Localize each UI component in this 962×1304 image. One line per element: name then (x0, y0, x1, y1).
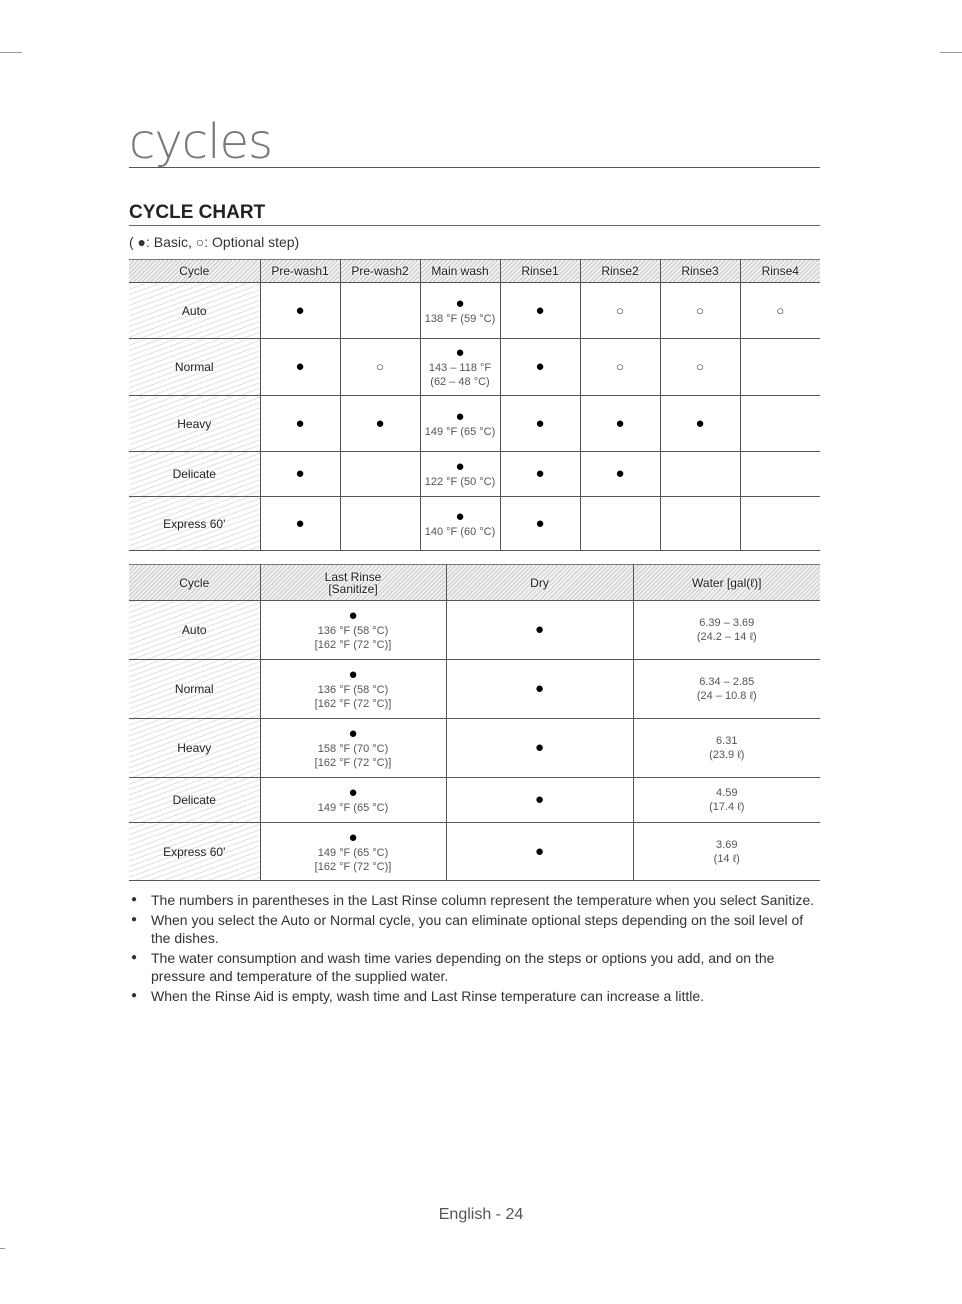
symbol-legend: ( ●: Basic, ○: Optional step) (129, 234, 300, 250)
rinse2-cell (580, 452, 660, 497)
header-rinse1: Rinse1 (500, 260, 580, 283)
rinse4-cell (740, 452, 820, 497)
prewash1-cell (260, 339, 340, 396)
temperature-text: 122 °F (50 °C) (424, 476, 496, 488)
step-mark: ○ (696, 359, 704, 374)
header-rinse2: Rinse2 (580, 260, 660, 283)
step-mark: ● (534, 680, 545, 697)
cycle-name: Delicate (129, 452, 260, 497)
prewash2-cell (340, 339, 420, 396)
cycle-rinse-water-table (129, 564, 820, 881)
step-mark: ● (534, 791, 545, 808)
table-row (129, 452, 820, 497)
water-amount-text: 6.39 – 3.69 (699, 617, 755, 629)
table-row (129, 660, 820, 719)
note-text: The numbers in parentheses in the Last Rinse column represent the temperature when you select Sanitize. (151, 892, 815, 908)
crop-mark (940, 52, 962, 53)
rinse2-cell (580, 396, 660, 452)
water-amount-text: (23.9 ℓ) (709, 749, 745, 761)
table-header-row (129, 565, 820, 601)
rinse2-cell (580, 339, 660, 396)
temperature-text: 136 °F (58 °C) (317, 684, 389, 696)
table-row (129, 823, 820, 881)
last-rinse-cell (260, 778, 446, 823)
main-wash-cell (420, 497, 500, 551)
note-item (129, 911, 819, 947)
dry-cell (446, 823, 633, 881)
table-row (129, 778, 820, 823)
header-sanitize-label: [Sanitize] (328, 581, 378, 596)
header-main-wash: Main wash (420, 260, 500, 283)
main-wash-cell (420, 339, 500, 396)
prewash1-cell (260, 452, 340, 497)
step-mark: ● (534, 842, 545, 860)
step-mark: ○ (616, 302, 624, 318)
step-mark: ● (535, 301, 545, 319)
step-mark: ● (348, 784, 358, 801)
header-last-rinse (260, 565, 446, 601)
temperature-text: [162 °F (72 °C)] (314, 860, 392, 873)
note-item (129, 949, 819, 985)
dry-cell (446, 778, 633, 823)
rinse3-cell (660, 283, 740, 339)
step-mark: ● (348, 666, 358, 683)
temperature-text: [162 °F (72 °C)] (314, 639, 392, 651)
table-row (129, 497, 820, 551)
header-rinse3: Rinse3 (660, 260, 740, 283)
step-mark: ● (615, 414, 625, 432)
rinse1-cell (500, 497, 580, 551)
rinse1-cell (500, 283, 580, 339)
rinse1-cell (500, 452, 580, 497)
cycle-steps-table (129, 259, 820, 551)
water-cell (633, 601, 820, 660)
prewash1-cell (260, 396, 340, 452)
cycle-name: Heavy (129, 719, 260, 778)
header-cycle: Cycle (129, 260, 260, 283)
bullet-icon: ● (130, 952, 138, 963)
header-water: Water [gal(ℓ)] (633, 565, 820, 601)
prewash2-cell (340, 396, 420, 452)
note-text: When the Rinse Aid is empty, wash time and Last Rinse temperature can increase a little. (151, 988, 705, 1004)
cycle-name: Auto (129, 601, 260, 660)
water-amount-text: 4.59 (716, 787, 738, 799)
step-mark: ● (534, 739, 545, 756)
step-mark: ● (535, 465, 545, 482)
table-row (129, 396, 820, 452)
temperature-text: 143 – 118 °F (428, 362, 492, 374)
cycle-name: Auto (129, 283, 260, 339)
step-mark: ● (455, 407, 465, 425)
bullet-icon: ● (130, 990, 138, 1001)
prewash2-cell (340, 497, 420, 551)
note-text: When you select the Auto or Normal cycle, you can eliminate optional steps depending on the soil level of the dishes. (151, 912, 804, 946)
step-mark: ○ (776, 302, 785, 318)
cycle-name: Express 60' (129, 823, 260, 881)
water-cell (633, 660, 820, 719)
temperature-text: 136 °F (58 °C) (317, 625, 389, 637)
table-row (129, 283, 820, 339)
header-prewash2: Pre-wash2 (340, 260, 420, 283)
table-row (129, 719, 820, 778)
water-cell (633, 823, 820, 881)
bullet-icon: ● (130, 914, 138, 925)
step-mark: ● (695, 414, 705, 432)
table-row (129, 601, 820, 660)
cycle-name: Normal (129, 339, 260, 396)
temperature-text: (62 – 48 °C) (430, 376, 490, 388)
section-title: cycles (129, 118, 820, 168)
water-amount-text: (14 ℓ) (713, 852, 740, 865)
main-wash-cell (420, 452, 500, 497)
step-mark: ● (455, 458, 465, 475)
last-rinse-cell (260, 719, 446, 778)
temperature-text: 158 °F (70 °C) (317, 743, 389, 755)
step-mark: ● (348, 828, 358, 846)
step-mark: ○ (616, 359, 624, 374)
rinse1-cell (500, 339, 580, 396)
rinse4-cell (740, 339, 820, 396)
rinse2-cell (580, 283, 660, 339)
temperature-text: [162 °F (72 °C)] (314, 698, 392, 710)
rinse3-cell (660, 497, 740, 551)
water-cell (633, 778, 820, 823)
header-rinse4: Rinse4 (740, 260, 820, 283)
step-mark: ● (615, 465, 625, 482)
cycle-name: Normal (129, 660, 260, 719)
dry-cell (446, 660, 633, 719)
header-dry: Dry (446, 565, 633, 601)
rinse4-cell (740, 497, 820, 551)
crop-mark (0, 52, 22, 53)
rinse2-cell (580, 497, 660, 551)
water-amount-text: (24.2 – 14 ℓ) (696, 631, 757, 643)
step-mark: ● (348, 725, 358, 742)
step-mark: ● (535, 514, 545, 532)
crop-mark (0, 1248, 5, 1249)
step-mark: ● (295, 301, 305, 319)
rinse4-cell (740, 283, 820, 339)
note-item (129, 891, 819, 909)
step-mark: ● (295, 465, 305, 482)
temperature-text: 149 °F (65 °C) (317, 802, 389, 814)
temperature-text: 149 °F (65 °C) (317, 846, 389, 859)
water-amount-text: (24 – 10.8 ℓ) (696, 690, 757, 702)
prewash2-cell (340, 452, 420, 497)
last-rinse-cell (260, 823, 446, 881)
water-amount-text: 3.69 (716, 838, 738, 851)
last-rinse-cell (260, 601, 446, 660)
main-wash-cell (420, 283, 500, 339)
prewash2-cell (340, 283, 420, 339)
notes-list (129, 891, 819, 1007)
cycle-name: Express 60' (129, 497, 260, 551)
step-mark: ● (455, 507, 465, 525)
temperature-text: [162 °F (72 °C)] (314, 757, 392, 769)
prewash1-cell (260, 283, 340, 339)
cycle-name: Delicate (129, 778, 260, 823)
step-mark: ● (535, 414, 545, 432)
rinse3-cell (660, 396, 740, 452)
step-mark: ● (295, 358, 305, 375)
step-mark: ● (295, 414, 305, 432)
step-mark: ○ (376, 359, 384, 374)
rinse3-cell (660, 339, 740, 396)
dry-cell (446, 719, 633, 778)
header-last-rinse-label: Last Rinse (324, 569, 382, 584)
water-amount-text: (17.4 ℓ) (709, 801, 745, 813)
dry-cell (446, 601, 633, 660)
page-footer: English - 24 (438, 1206, 524, 1223)
water-amount-text: 6.31 (716, 735, 738, 747)
temperature-text: 140 °F (60 °C) (424, 525, 496, 538)
table-header-row (129, 260, 820, 283)
prewash1-cell (260, 497, 340, 551)
step-mark: ● (295, 514, 305, 532)
temperature-text: 149 °F (65 °C) (424, 425, 496, 438)
step-mark: ● (535, 358, 545, 375)
rinse3-cell (660, 452, 740, 497)
rinse4-cell (740, 396, 820, 452)
step-mark: ○ (696, 302, 704, 318)
main-wash-cell (420, 396, 500, 452)
step-mark: ● (455, 344, 465, 361)
header-prewash1: Pre-wash1 (260, 260, 340, 283)
temperature-text: 138 °F (59 °C) (424, 312, 496, 325)
step-mark: ● (375, 414, 385, 432)
step-mark: ● (348, 607, 358, 624)
chart-title: CYCLE CHART (129, 202, 820, 226)
bullet-icon: ● (130, 894, 138, 905)
table-row (129, 339, 820, 396)
step-mark: ● (534, 621, 545, 638)
water-cell (633, 719, 820, 778)
water-amount-text: 6.34 – 2.85 (699, 676, 755, 688)
note-item (129, 987, 819, 1005)
header-cycle: Cycle (129, 565, 260, 601)
cycle-name: Heavy (129, 396, 260, 452)
rinse1-cell (500, 396, 580, 452)
note-text: The water consumption and wash time varies depending on the steps or options you add, and on the pressure and temperature of the supplied water. (151, 950, 775, 984)
step-mark: ● (455, 294, 465, 312)
last-rinse-cell (260, 660, 446, 719)
